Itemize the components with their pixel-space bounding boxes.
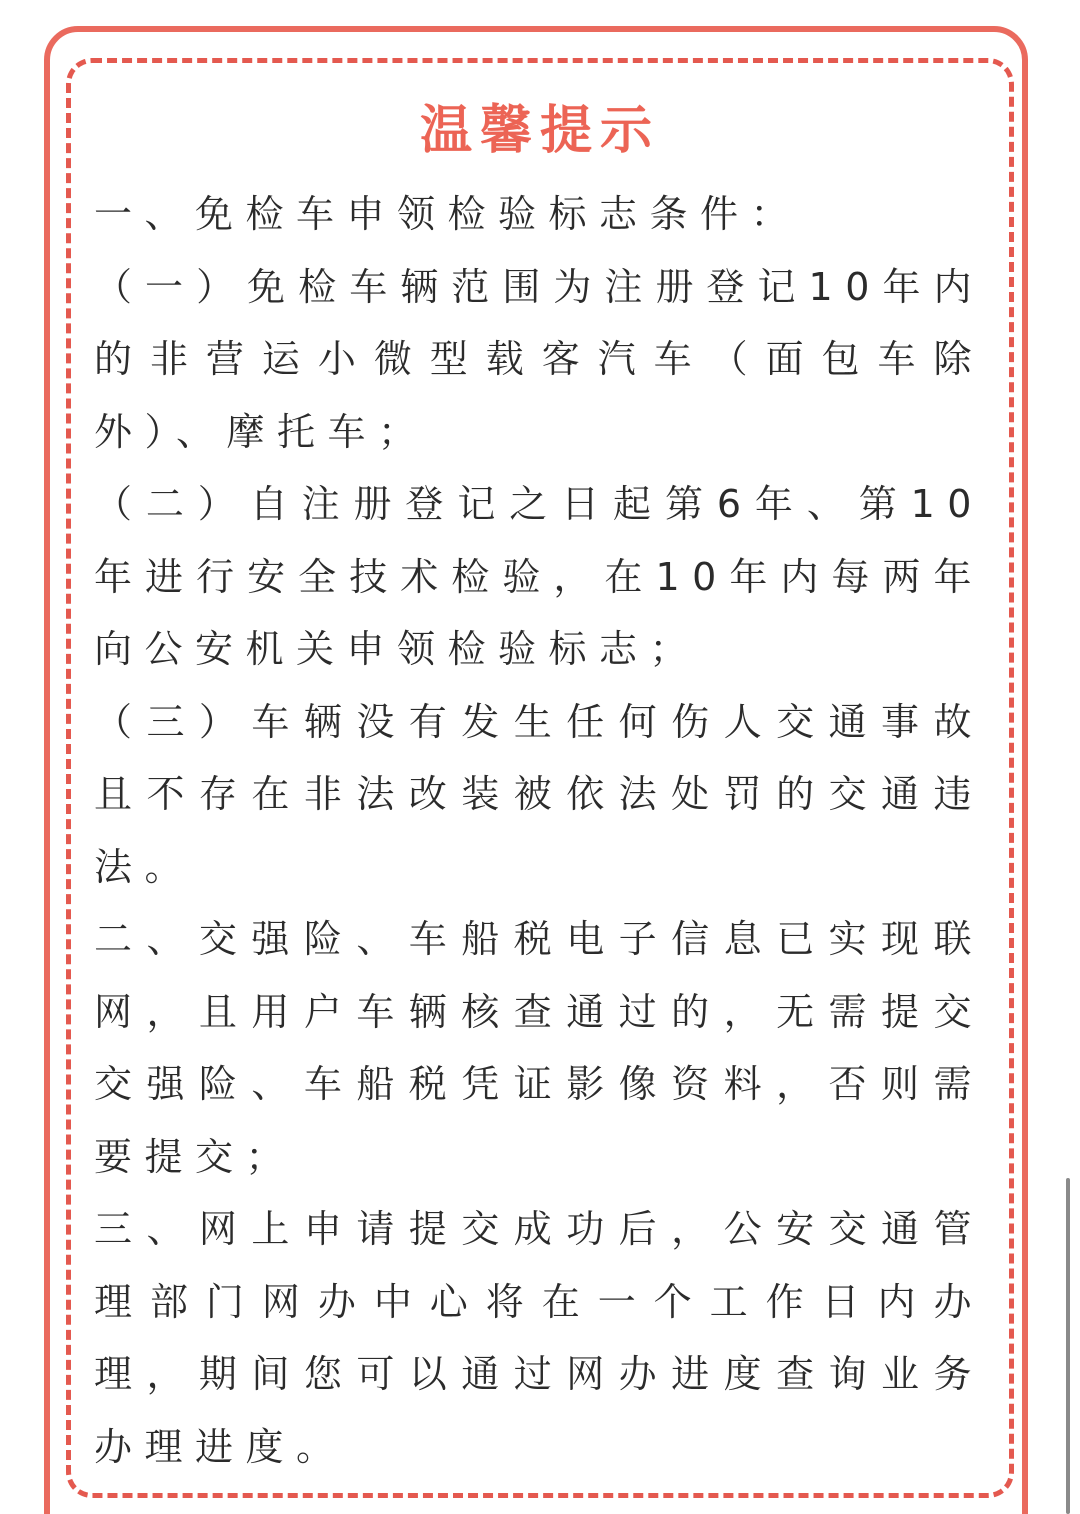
vertical-scrollbar[interactable] [1066,1178,1070,1514]
notice-paragraph: 一、免检车申领检验标志条件： [94,192,802,236]
notice-paragraph: 二、交强险、车船税电子信息已实现联网，且用户车辆核查通过的，无需提交交强险、车船税凭证影像资料，否则需要提交； [94,917,984,1179]
notice-paragraph: （三）车辆没有发生任何伤人交通事故且不存在非法改装被依法处罚的交通违法。 [94,699,984,889]
notice-paragraph: 三、网上申请提交成功后，公安交通管理部门网办中心将在一个工作日内办理，期间您可以通过网办进度查询业务办理进度。 [94,1207,984,1469]
notice-title: 温馨提示 [419,101,660,161]
notice-paragraph: （一）免检车辆范围为注册登记10年内的非营运小微型载客汽车（面包车除外）、摩托车； [94,264,984,454]
notice-body [94,178,984,1483]
notice-paragraph: （二）自注册登记之日起第6年、第10年进行安全技术检验，在10年内每两年向公安机关申领检验标志； [94,482,984,671]
